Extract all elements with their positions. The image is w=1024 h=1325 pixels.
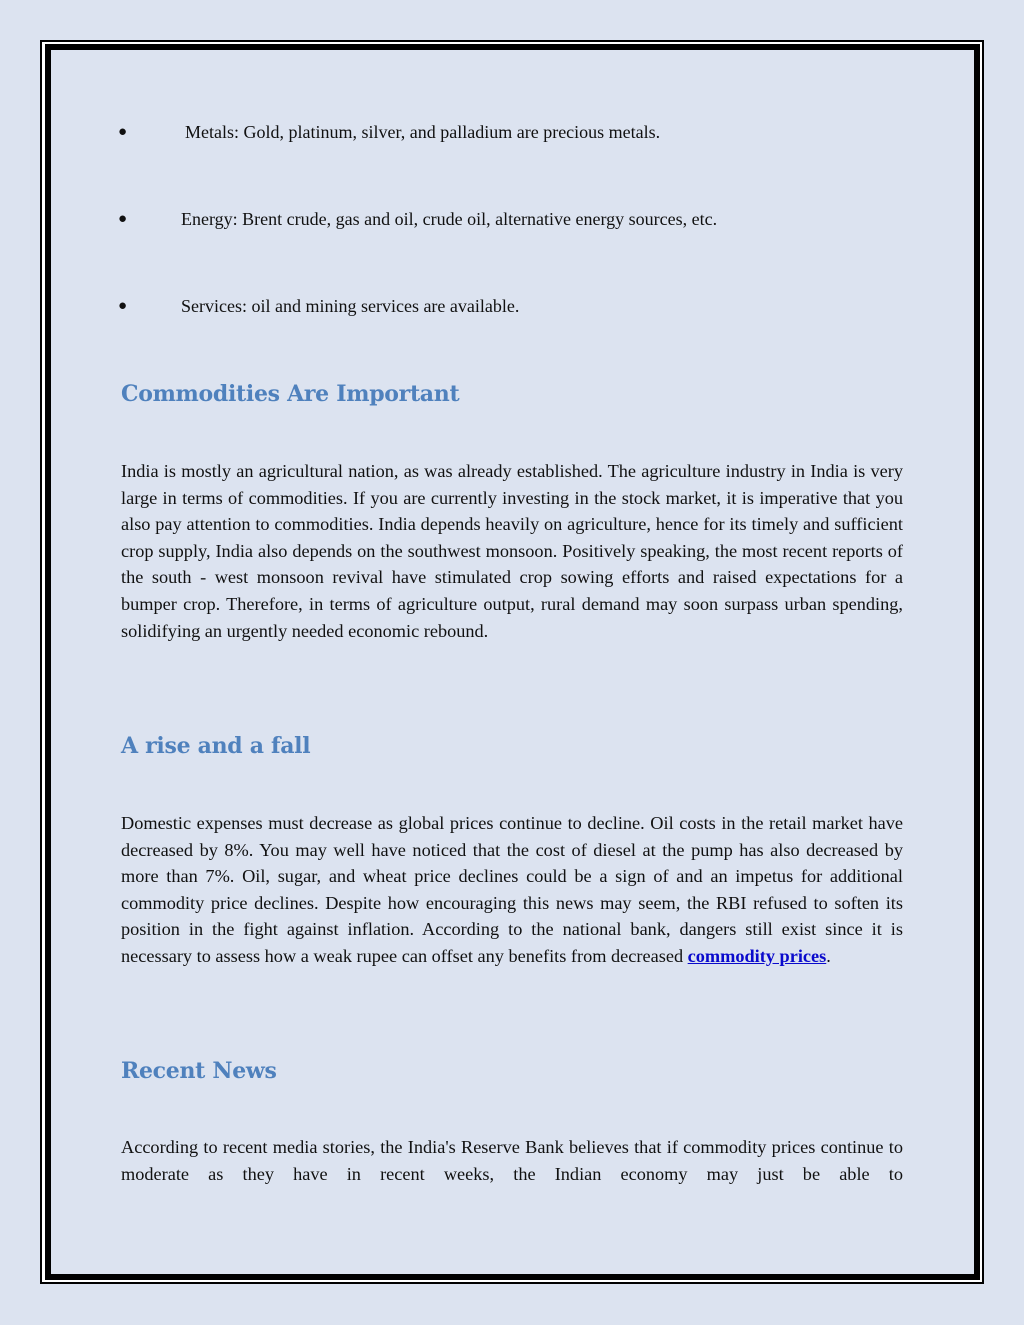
bullet-marker: ● bbox=[118, 298, 128, 314]
paragraph-text: Domestic expenses must decrease as global prices continue to decline. Oil costs in the retail market have decreased by 8%. You may well have noticed that the cost of diesel at the pump has also decreased by more than 7%. Oil, sugar, and wheat price declines could be a sign of and an impetus for additional commodity price declines. Despite how encouraging this news may seem, the RBI refused to soften its position in the fight against inflation. According to the national bank, dangers still exist since it is necessary to assess how a weak rupee can offset any benefits from decreased bbox=[121, 813, 903, 966]
bullet-text: Services: oil and mining services are available. bbox=[181, 296, 520, 316]
paragraph-commodities-are-important: India is mostly an agricultural nation, as was already established. The agriculture industry in India is very large in terms of commodities. If you are currently investing in the stock market, it is imperative that you also pay attention to commodities. India depends heavily on agriculture, hence for its timely and sufficient crop supply, India also depends on the southwest monsoon. Positively speaking, the most recent reports of the south - west monsoon revival have stimulated crop sowing efforts and raised expectations for a bumper crop. Therefore, in terms of agriculture output, rural demand may soon surpass urban spending, solidifying an urgently needed economic rebound. bbox=[121, 461, 903, 641]
heading-commodities-are-important: Commodities Are Important bbox=[121, 381, 460, 407]
paragraph-text-end: . bbox=[826, 945, 831, 966]
bullet-text: Energy: Brent crude, gas and oil, crude oil, alternative energy sources, etc. bbox=[181, 209, 718, 229]
bullet-text: Metals: Gold, platinum, silver, and palladium are precious metals. bbox=[185, 122, 661, 142]
bullet-marker: ● bbox=[118, 124, 128, 140]
heading-recent-news: Recent News bbox=[121, 1058, 277, 1084]
paragraph-rise-and-fall bbox=[121, 810, 903, 970]
heading-rise-and-fall: A rise and a fall bbox=[121, 733, 311, 759]
commodity-prices-link[interactable]: commodity prices bbox=[687, 945, 827, 966]
bullet-marker: ● bbox=[118, 211, 128, 227]
paragraph-recent-news: According to recent media stories, the India's Reserve Bank believes that if commodity prices continue to moderate as they have in recent weeks, the Indian economy may just be able to bbox=[121, 1137, 903, 1184]
